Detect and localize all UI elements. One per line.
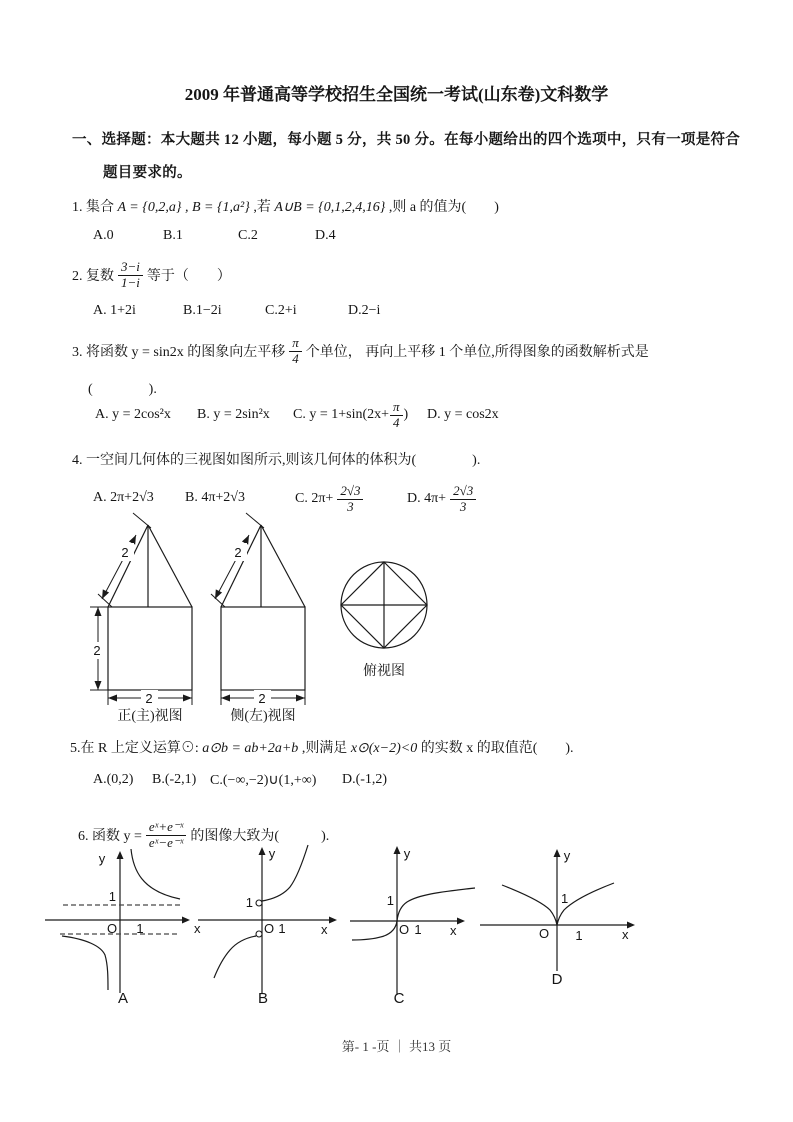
q3-frac-den: 4: [292, 350, 299, 366]
graph-d-y-arrow-icon: [554, 849, 561, 857]
front-height-arrow-down-icon: [95, 681, 102, 690]
graph-a-y-label: y: [98, 851, 106, 866]
q1-post: ,则 a 的值为( ): [385, 200, 499, 215]
q4-option-d-fraction: [450, 484, 476, 515]
q3-option-c-fraction: [390, 400, 403, 431]
front-left-slant: [108, 525, 148, 607]
q4-option-d: [407, 478, 480, 520]
q2-pre: 2. 复数: [72, 269, 114, 284]
side-square: [221, 607, 305, 690]
q4-stem: 4. 一空间几何体的三视图如图所示,则该几何体的体积为( ).: [72, 453, 481, 468]
front-width-label: 2: [145, 691, 153, 706]
q4-option-a: A. 2π+2√3: [93, 490, 154, 505]
q3-option-b: B. y = 2sin²x: [197, 407, 270, 422]
q4-option-b: B. 4π+2√3: [185, 490, 245, 505]
side-width-label: 2: [258, 691, 266, 706]
side-slant-label: 2: [234, 545, 242, 560]
q5-math1: a⊙b = ab+2a+b: [202, 741, 299, 756]
graph-a-letter: A: [117, 990, 129, 1007]
q2-option-c: C.2+i: [265, 303, 297, 318]
q2-stem: [72, 252, 231, 298]
q3-fraction: [289, 336, 302, 367]
q5-option-d: D.(-1,2): [342, 772, 388, 787]
section-heading-line1: 一、选择题：本大题共 12 小题，每小题 5 分，共 50 分。在每小题给出的四个选项中，只有一项是符合: [72, 132, 741, 148]
page-footer: 第- 1 -页 ｜ 共13 页: [341, 1039, 452, 1054]
graph-d-y-one-label: 1: [561, 891, 569, 906]
q5-option-c: C.(−∞,−2)∪(1,+∞): [210, 773, 317, 788]
graph-d-y-label: y: [563, 848, 571, 863]
q1-option-c: C.2: [238, 228, 258, 243]
side-left-slant: [221, 525, 261, 607]
graph-b-open-point-upper: [256, 900, 262, 906]
front-slant-label: 2: [121, 545, 129, 560]
q3-option-d: D. y = cos2x: [427, 407, 499, 422]
q4-option-c-pre: C. 2π+: [295, 491, 334, 506]
graph-b-x-arrow-icon: [329, 917, 337, 924]
q4-option-d-den: 3: [459, 498, 467, 514]
graph-c-origin-label: O: [398, 922, 410, 937]
q3-post: 个单位， 再向上平移 1 个单位,所得图象的函数解析式是: [305, 345, 649, 360]
graph-d: [480, 843, 660, 1008]
graph-a-origin-label: O: [106, 921, 118, 936]
front-width-arrow-right-icon: [183, 695, 192, 702]
q1-math2: A∪B = {0,1,2,4,16}: [274, 200, 386, 215]
q2-option-a: A. 1+2i: [93, 303, 136, 318]
graph-b-lower-curve: [214, 936, 256, 978]
graph-c-upper-curve: [397, 888, 475, 921]
q3-option-c: [293, 396, 408, 434]
graph-c-x-arrow-icon: [457, 918, 465, 925]
q2-option-d: D.2−i: [348, 303, 381, 318]
graph-b-x-one-label: 1: [278, 921, 286, 936]
q2-option-b: B.1−2i: [183, 303, 222, 318]
graph-a: [40, 843, 205, 1008]
front-height-arrow-up-icon: [95, 607, 102, 616]
front-apex-tick: [133, 513, 151, 528]
side-apex-tick: [246, 513, 264, 528]
q6-frac-num: eˣ+e⁻ˣ: [146, 820, 187, 836]
front-right-slant: [148, 525, 192, 607]
q5-option-b: B.(-2,1): [152, 772, 197, 787]
graph-c-letter: C: [393, 990, 405, 1007]
q5-math2: x⊙(x−2)<0: [350, 741, 418, 756]
q2-frac-num: 3−i: [118, 260, 143, 276]
top-view-caption: 俯视图: [363, 664, 405, 679]
q2-fraction: [118, 260, 143, 291]
q6-frac-den: eˣ−e⁻ˣ: [148, 834, 184, 850]
graph-b-origin-label: O: [263, 921, 275, 936]
side-slant-arrow-down-icon: [212, 589, 222, 600]
graph-c-y-label: y: [403, 846, 411, 861]
q1-pre: 1. 集合: [72, 200, 118, 215]
q4-option-c-den: 3: [347, 498, 354, 514]
q3-option-c-num: π: [390, 400, 403, 416]
page-title: 2009 年普通高等学校招生全国统一考试(山东卷)文科数学: [184, 85, 609, 104]
graph-b-x-label: x: [321, 922, 328, 937]
q3-option-c-pre: C. y = 1+sin(2x+: [293, 407, 390, 422]
graph-c-y-one-label: 1: [386, 893, 394, 908]
q5-post: 的实数 x 的取值范( ).: [417, 741, 574, 756]
q1-option-b: B.1: [163, 228, 183, 243]
q3-option-c-post: ): [403, 407, 409, 422]
q3-option-c-den: 4: [393, 414, 400, 430]
graph-b-letter: B: [257, 990, 269, 1007]
front-width-arrow-left-icon: [108, 695, 117, 702]
graph-d-left-curve: [502, 885, 557, 925]
front-height-label: 2: [93, 643, 101, 658]
q5-mid: ,则满足: [298, 741, 351, 756]
q2-frac-den: 1−i: [121, 274, 140, 290]
front-slant-arrow-down-icon: [99, 589, 109, 600]
graph-c-x-one-label: 1: [414, 922, 422, 937]
q3-pre: 3. 将函数 y = sin2x 的图象向左平移: [72, 345, 286, 360]
q2-post: 等于（ ）: [146, 269, 231, 284]
side-right-slant: [261, 525, 305, 607]
section-heading-line2: 题目要求的。: [103, 165, 192, 181]
graph-b-y-one-label: 1: [245, 895, 253, 910]
q4-option-c-num: 2√3: [337, 484, 363, 500]
graph-c-x-label: x: [450, 923, 457, 938]
graph-d-x-label: x: [622, 927, 629, 942]
q1-mid: ,若: [249, 200, 275, 215]
q5-stem: [70, 737, 574, 757]
graph-b-open-point-lower: [256, 931, 262, 937]
graph-a-x-arrow-icon: [182, 917, 190, 924]
graph-a-x-label: x: [194, 921, 201, 936]
graph-a-x-one-label: 1: [136, 921, 144, 936]
q1-option-a: A.0: [93, 228, 114, 243]
graph-a-y-one-label: 1: [108, 889, 116, 904]
graph-b: [195, 843, 355, 1008]
figure-top-view: [330, 550, 445, 685]
q6-post: 的图像大致为( ).: [190, 829, 330, 844]
graph-d-origin-label: O: [538, 926, 550, 941]
front-view-caption: 正(主)视图: [117, 709, 183, 724]
graph-c-y-arrow-icon: [394, 846, 401, 854]
graph-b-y-label: y: [268, 846, 276, 861]
figure-front-view: [85, 512, 210, 730]
q4-option-d-num: 2√3: [450, 484, 476, 500]
side-slant-arrow-up-icon: [242, 533, 252, 544]
graph-a-y-arrow-icon: [117, 851, 124, 859]
q1-option-d: D.4: [315, 228, 336, 243]
graph-c-lower-curve: [352, 921, 397, 940]
q1-stem: [72, 196, 499, 216]
q5-pre: 5.在 R 上定义运算⊙:: [70, 741, 203, 756]
q6-pre: 6. 函数 y =: [78, 829, 142, 844]
side-view-caption: 侧(左)视图: [230, 709, 296, 724]
front-slant-arrow-up-icon: [129, 533, 139, 544]
q5-option-a: A.(0,2): [93, 772, 134, 787]
graph-d-x-one-label: 1: [575, 928, 583, 943]
q3-stem: [72, 330, 649, 372]
graph-d-letter: D: [551, 971, 563, 988]
graph-a-upper-curve: [131, 849, 180, 899]
figure-side-view: [198, 512, 323, 730]
side-width-arrow-left-icon: [221, 695, 230, 702]
q3-option-a: A. y = 2cos²x: [95, 407, 171, 422]
q3-paren: ( ).: [88, 382, 157, 397]
graph-b-y-arrow-icon: [259, 847, 266, 855]
graph-a-lower-curve: [62, 936, 108, 990]
q4-option-d-pre: D. 4π+: [407, 491, 447, 506]
q4-option-c-fraction: [337, 484, 363, 515]
front-square: [108, 607, 192, 690]
side-width-arrow-right-icon: [296, 695, 305, 702]
q1-math1: A = {0,2,a} , B = {1,a²}: [117, 200, 250, 215]
q3-frac-num: π: [289, 336, 302, 352]
